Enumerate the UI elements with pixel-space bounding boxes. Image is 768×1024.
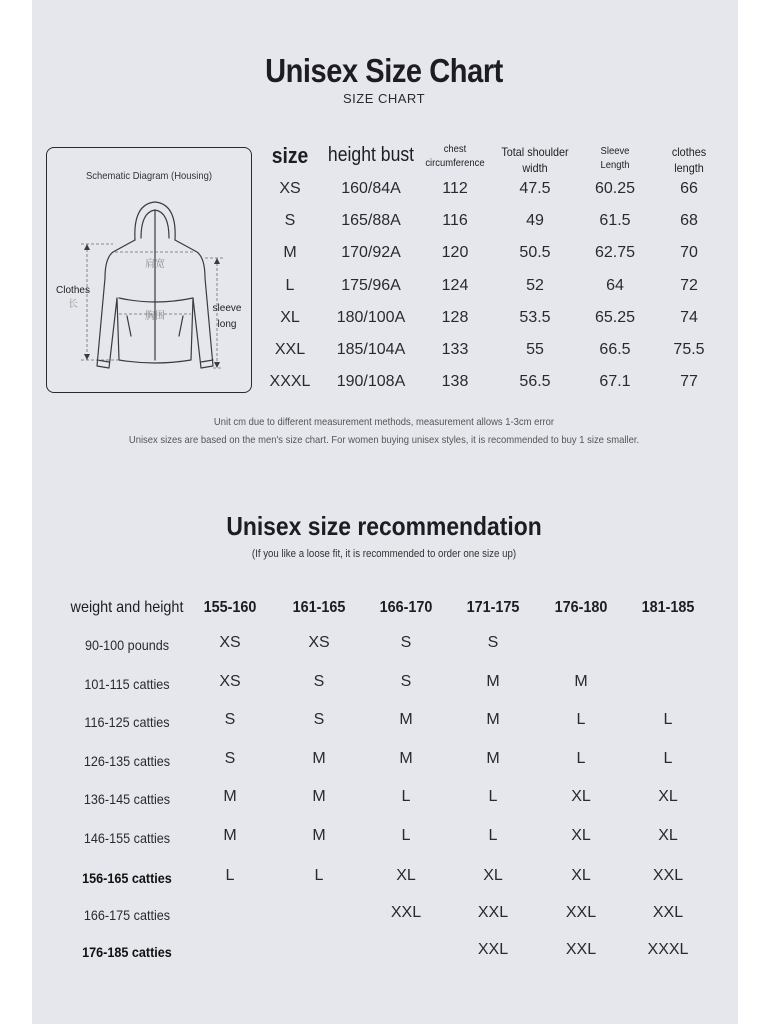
unisex-note: Unisex sizes are based on the men's size chart. For women buying unisex styles, it is recommended to buy 1 size smaller. — [128, 434, 640, 446]
size-cell-height-bust: 170/92A — [341, 244, 401, 262]
height-column-header: 161-165 — [292, 599, 346, 616]
recommended-size-cell: S — [487, 634, 499, 651]
size-cell-size: XS — [279, 180, 301, 197]
size-cell-chest: 138 — [441, 373, 469, 391]
recommended-size-cell: S — [400, 634, 412, 651]
header-shoulder: Total shoulder width — [501, 145, 569, 175]
size-cell-sleeve: 66.5 — [599, 341, 631, 358]
recommended-size-cell: XS — [308, 634, 330, 651]
size-cell-shoulder: 55 — [526, 341, 544, 358]
recommended-size-cell: M — [486, 750, 500, 767]
size-cell-size: XXL — [274, 341, 306, 358]
size-cell-sleeve: 61.5 — [599, 212, 631, 230]
size-cell-size: XXXL — [269, 373, 311, 391]
recommended-size-cell: M — [399, 711, 413, 728]
size-cell-length: 77 — [680, 373, 698, 391]
height-column-header: 166-170 — [379, 599, 433, 616]
size-cell-length: 70 — [680, 244, 698, 262]
measurement-note: Unit cm due to different measurement methods, measurement allows 1-3cm error — [213, 416, 555, 428]
recommended-size-cell: XXL — [477, 904, 509, 921]
recommended-size-cell: XL — [571, 788, 591, 805]
size-cell-height-bust: 160/84A — [341, 180, 401, 197]
weight-row-label: 101-115 catties — [84, 676, 170, 692]
recommended-size-cell: L — [663, 750, 673, 767]
recommended-size-cell: L — [401, 827, 411, 844]
recommended-size-cell: S — [224, 750, 236, 767]
recommended-size-cell: M — [399, 750, 413, 767]
weight-row-label: 90-100 pounds — [84, 637, 170, 653]
size-cell-height-bust: 185/104A — [336, 341, 406, 358]
size-cell-chest: 112 — [442, 180, 468, 197]
corner-label: weight and height — [70, 599, 184, 616]
size-cell-shoulder: 53.5 — [519, 308, 551, 326]
recommended-size-cell: L — [225, 867, 235, 884]
weight-row-label: 126-135 catties — [83, 753, 171, 769]
size-cell-chest: 133 — [441, 341, 469, 358]
recommended-size-cell: M — [312, 788, 326, 805]
size-cell-height-bust: 165/88A — [341, 212, 401, 230]
size-cell-length: 72 — [680, 276, 698, 294]
schematic-diagram — [46, 147, 252, 393]
height-column-header: 181-185 — [641, 599, 695, 616]
height-column-header: 171-175 — [466, 599, 520, 616]
recommended-size-cell: XXL — [477, 941, 509, 958]
size-cell-height-bust: 180/100A — [336, 308, 406, 326]
recommended-size-cell: XL — [483, 867, 503, 884]
recommended-size-cell: XL — [658, 788, 678, 805]
recommended-size-cell: XL — [658, 827, 678, 844]
recommended-size-cell: M — [574, 673, 588, 690]
weight-row-label: 116-125 catties — [84, 714, 170, 730]
size-cell-shoulder: 50.5 — [519, 244, 551, 262]
size-cell-sleeve: 67.1 — [599, 373, 631, 391]
page-subtitle: SIZE CHART — [342, 91, 426, 106]
recommended-size-cell: XS — [219, 673, 241, 690]
recommended-size-cell: L — [488, 827, 498, 844]
recommended-size-cell: M — [486, 673, 500, 690]
recommended-size-cell: L — [576, 711, 586, 728]
height-column-header: 176-180 — [554, 599, 608, 616]
recommendation-title: Unisex size recommendation — [226, 511, 542, 541]
size-cell-chest: 128 — [441, 308, 469, 326]
size-cell-size: M — [283, 244, 297, 262]
size-cell-sleeve: 60.25 — [594, 180, 636, 197]
recommended-size-cell: S — [400, 673, 412, 690]
recommended-size-cell: XL — [571, 867, 591, 884]
clothes-length-label: Clothes — [56, 285, 90, 296]
recommended-size-cell: XS — [219, 634, 241, 651]
recommendation-subtitle: (If you like a loose fit, it is recommended to order one size up) — [251, 548, 517, 560]
recommended-size-cell: XXL — [390, 904, 422, 921]
size-cell-length: 75.5 — [673, 341, 705, 358]
size-cell-chest: 120 — [441, 244, 469, 262]
recommended-size-cell: M — [312, 827, 326, 844]
recommended-size-cell: L — [401, 788, 411, 805]
size-cell-sleeve: 65.25 — [594, 308, 636, 326]
size-cell-sleeve: 62.75 — [594, 244, 636, 262]
recommended-size-cell: XXL — [652, 867, 684, 884]
size-cell-length: 66 — [680, 180, 698, 197]
recommended-size-cell: XXL — [652, 904, 684, 921]
diagram-title: Schematic Diagram (Housing) — [85, 170, 213, 182]
recommended-size-cell: XXXL — [647, 941, 689, 958]
sleeve-length-label: sleeve — [212, 303, 242, 314]
recommended-size-cell: L — [314, 867, 324, 884]
size-cell-size: L — [285, 276, 295, 294]
recommended-size-cell: M — [223, 827, 237, 844]
recommended-size-cell: XL — [571, 827, 591, 844]
recommended-size-cell: M — [223, 788, 237, 805]
size-cell-shoulder: 56.5 — [519, 373, 551, 391]
weight-row-label: 166-175 catties — [83, 907, 171, 923]
size-cell-size: S — [284, 212, 296, 230]
sleeve-length-sub-label: long — [217, 319, 237, 330]
weight-row-label: 146-155 catties — [83, 830, 171, 846]
size-cell-shoulder: 47.5 — [519, 180, 551, 197]
recommended-size-cell: S — [224, 711, 236, 728]
weight-row-label: 156-165 catties — [82, 870, 172, 886]
size-cell-height-bust: 190/108A — [336, 373, 406, 391]
recommended-size-cell: XXL — [565, 904, 597, 921]
shoulder-width-label: 肩宽 — [145, 259, 165, 270]
size-cell-sleeve: 64 — [606, 276, 624, 294]
chest-label: 胸围 — [145, 311, 165, 322]
size-cell-chest: 124 — [441, 276, 469, 294]
size-cell-shoulder: 52 — [526, 276, 544, 294]
size-cell-height-bust: 175/96A — [341, 276, 401, 294]
header-length: clothes length — [671, 145, 707, 175]
header-sleeve: Sleeve Length — [600, 145, 630, 171]
size-cell-length: 74 — [680, 308, 698, 326]
recommended-size-cell: M — [486, 711, 500, 728]
weight-row-label: 176-185 catties — [82, 944, 172, 960]
size-cell-length: 68 — [680, 212, 698, 230]
recommended-size-cell: L — [576, 750, 586, 767]
size-cell-chest: 116 — [442, 212, 468, 230]
recommended-size-cell: S — [313, 711, 325, 728]
page-title: Unisex Size Chart — [265, 52, 503, 89]
recommended-size-cell: M — [312, 750, 326, 767]
recommended-size-cell: XXL — [565, 941, 597, 958]
size-cell-size: XL — [280, 308, 300, 326]
header-chest: chest circumference — [425, 143, 485, 169]
header-size: size — [271, 143, 309, 168]
recommended-size-cell: L — [663, 711, 673, 728]
height-column-header: 155-160 — [203, 599, 257, 616]
recommended-size-cell: L — [488, 788, 498, 805]
recommended-size-cell: XL — [396, 867, 416, 884]
recommended-size-cell: S — [313, 673, 325, 690]
header-height-bust: height bust — [327, 144, 415, 166]
clothes-length-sub-label: 长 — [68, 299, 78, 310]
size-cell-shoulder: 49 — [526, 212, 544, 230]
weight-row-label: 136-145 catties — [83, 791, 171, 807]
